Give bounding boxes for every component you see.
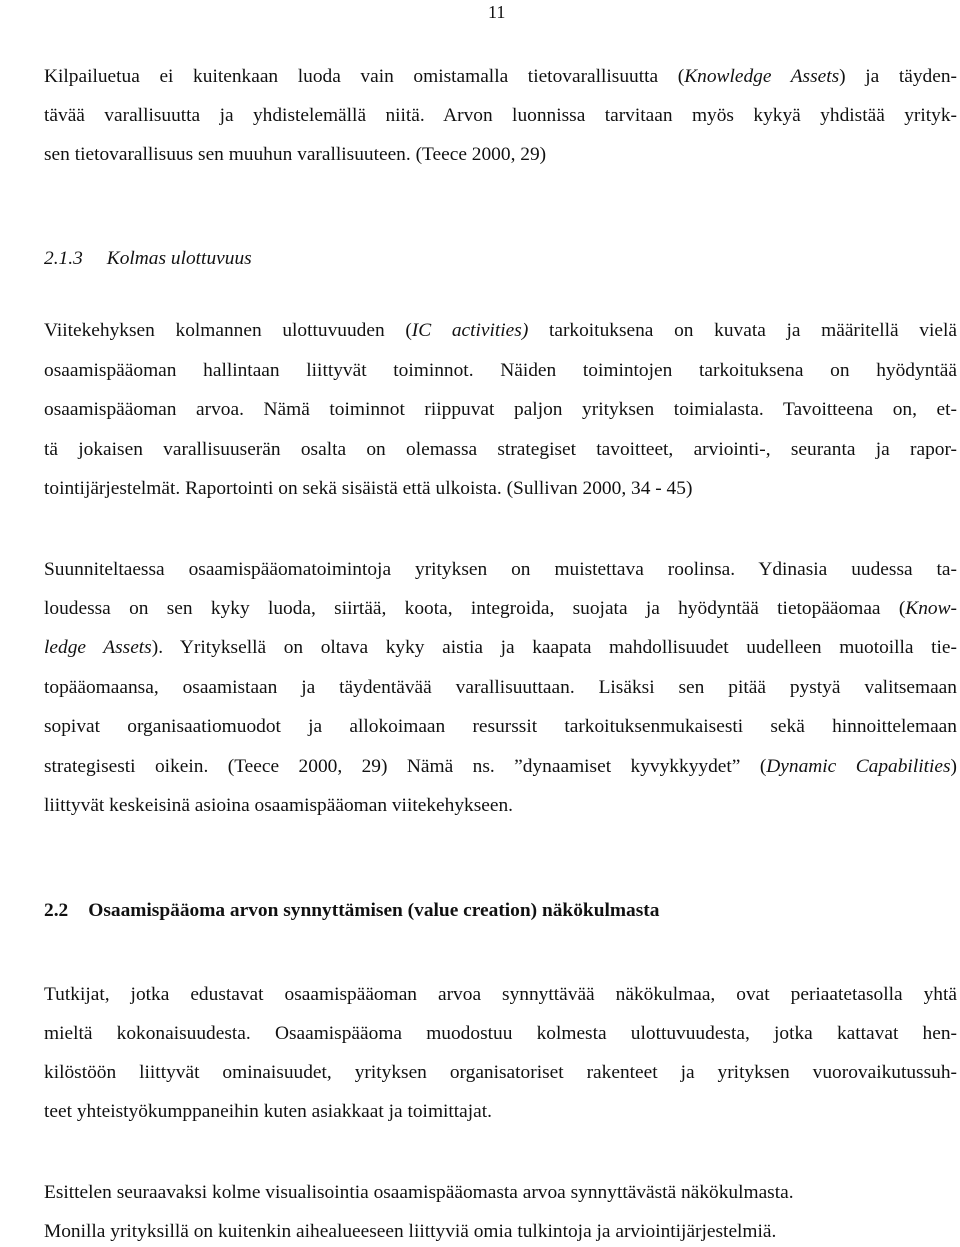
text-line: kilöstöön liittyvät ominaisuudet, yrityksen organisatoriset rakenteet ja yrityksen vuorovaikutussuh- [44, 1062, 957, 1083]
section-heading-2-2 [44, 900, 659, 922]
text-line: teet yhteistyökumppaneihin kuten asiakkaat ja toimittajat. [44, 1101, 493, 1122]
text-line: Suunniteltaessa osaamispääomatoimintoja yrityksen on muistettava roolinsa. Ydinasia uudessa ta- [44, 559, 957, 580]
text-line: Esittelen seuraavaksi kolme visualisointia osaamispääomasta arvoa synnyttävästä näkökulmasta. [44, 1182, 794, 1203]
text-line: liittyvät keskeisinä asioina osaamispääoman viitekehykseen. [44, 795, 514, 816]
text-line: sopivat organisaatiomuodot ja allokoimaan resurssit tarkoituksenmukaisesti sekä hinnoittelemaan [44, 716, 957, 737]
section-title: Osaamispääoma arvon synnyttämisen (value creation) näkökulmasta [88, 900, 660, 921]
text-line: osaamispääoman arvoa. Nämä toiminnot riippuvat paljon yrityksen toimialasta. Tavoitteena on, et- [44, 399, 957, 420]
text-line: Tutkijat, jotka edustavat osaamispääoman arvoa synnyttävää näkökulmaa, ovat periaatetasolla yhtä [44, 984, 957, 1005]
text-line: strategisesti oikein. (Teece 2000, 29) Nämä ns. ”dynaamiset kyvykkyydet” (Dynamic Capabilities) [44, 756, 957, 777]
section-heading-2-1-3 [44, 248, 252, 270]
text-line: osaamispääoman hallintaan liittyvät toiminnot. Näiden toimintojen tarkoituksena on hyödyntää [44, 360, 957, 381]
text-line: Monilla yrityksillä on kuitenkin aihealueeseen liittyviä omia tulkintoja ja arviointijärjestelmiä. [44, 1221, 777, 1242]
text-line: loudessa on sen kyky luoda, siirtää, koota, integroida, suojata ja hyödyntää tietopääomaa (Know- [44, 598, 957, 619]
section-number: 2.1.3 [44, 248, 83, 269]
page-number: 11 [488, 2, 506, 22]
text-line: tävää varallisuutta ja yhdistelemällä niitä. Arvon luonnissa tarvitaan myös kykyä yhdistää yrityk- [44, 105, 957, 126]
text-line: tointijärjestelmät. Raportointi on sekä sisäistä että ulkoista. (Sullivan 2000, 34 - 45) [44, 478, 693, 499]
text-line: Kilpailuetua ei kuitenkaan luoda vain omistamalla tietovarallisuutta (Knowledge Assets) ja täyden- [44, 66, 957, 87]
text-line: tä jokaisen varallisuuserän osalta on olemassa strategiset tavoitteet, arviointi-, seuranta ja rapor- [44, 439, 957, 460]
text-line: ledge Assets). Yrityksellä on oltava kyky aistia ja kaapata mahdollisuudet uudelleen muotoilla tie- [44, 637, 957, 658]
section-title: Kolmas ulottuvuus [106, 248, 252, 269]
text-line: mieltä kokonaisuudesta. Osaamispääoma muodostuu kolmesta ulottuvuudesta, jotka kattavat hen- [44, 1023, 957, 1044]
text-line: Viitekehyksen kolmannen ulottuvuuden (IC activities) tarkoituksena on kuvata ja määritellä vielä [44, 320, 957, 341]
text-line: topääomaansa, osaamistaan ja täydentävää varallisuuttaan. Lisäksi sen pitää pystyä valitsemaan [44, 677, 957, 698]
section-number: 2.2 [44, 900, 69, 921]
text-line: sen tietovarallisuus sen muuhun varallisuuteen. (Teece 2000, 29) [44, 144, 547, 165]
